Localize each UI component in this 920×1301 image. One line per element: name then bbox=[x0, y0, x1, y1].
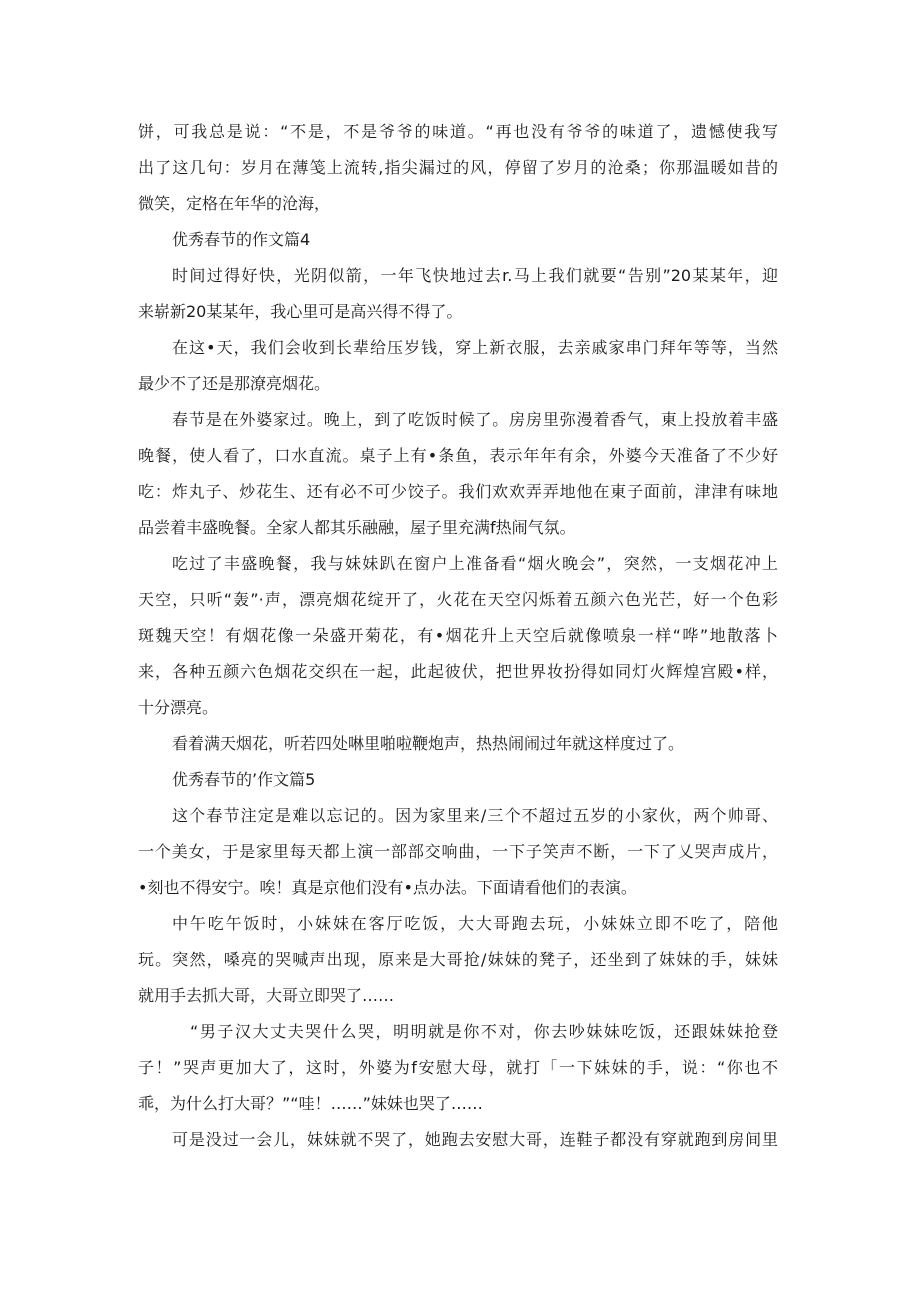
text-line: 品尝着丰盛晚餐。全家人都其乐融融，屋子里充满f热闹气氛。 bbox=[138, 518, 576, 537]
text-line: 乖，为什么打大哥？”“哇！……”妹妹也哭了…… bbox=[138, 1094, 483, 1113]
text-line: 最少不了还是那潦亮烟花。 bbox=[138, 374, 331, 393]
text-line: 时间过得好快，光阴似箭，一年飞快地过去r.马上我们就要“告别”20某某年，迎 bbox=[172, 266, 778, 285]
text-line: 天空，只听“轰”·声，漂亮烟花绽开了，火花在天空闪烁着五颜六色光芒，好一个色彩 bbox=[138, 590, 778, 609]
text-line: 玩。突然，嗓亮的哭喊声出现，原来是大哥抢/妹妹的凳子，还坐到了妹妹的手，妹妹 bbox=[138, 950, 778, 969]
text-line: 吃：炸丸子、炒花生、还有必不可少饺子。我们欢欢弄弄地他在東子面前，津津有味地 bbox=[138, 482, 778, 501]
text-line: 就用手去抓大哥，大哥立即哭了…… bbox=[138, 986, 395, 1005]
text-line: “男子汉大丈夫哭什么哭，明明就是你不对，你去吵妹妹吃饭，还跟妹妹抢登 bbox=[190, 1022, 778, 1041]
text-line: 春节是在外婆家过。晚上，到了吃饭时候了。房房里弥漫着香气，東上投放着丰盛 bbox=[172, 410, 778, 429]
text-line: 来，各种五颜六色烟花交织在一起，此起彼伏，把世界妆扮得如同灯火辉煌宫殿•样， bbox=[138, 662, 778, 681]
document-body bbox=[138, 114, 778, 1158]
text-line: 吃过了丰盛晚餐，我与妹妹趴在窗户上准备看“烟火晚会”，突然，一支烟花冲上 bbox=[172, 554, 778, 573]
text-line: •刻也不得安宁。唉！真是京他们没有•点办法。下面请看他们的表演。 bbox=[138, 878, 637, 897]
text-line: 优秀春节的作文篇4 bbox=[172, 230, 311, 249]
text-line: 可是没过一会儿，妹妹就不哭了，她跑去安慰大哥，连鞋子都没有穿就跑到房间里 bbox=[172, 1130, 778, 1149]
text-line: 子！”哭声更加大了，这时，外婆为f安慰大母，就打「一下妹妹的手，说：“你也不 bbox=[138, 1058, 778, 1077]
text-line: 饼，可我总是说：“不是，不是爷爷的味道。“再也没有爷爷的味道了，遗憾使我写 bbox=[138, 122, 778, 141]
text-line: 十分漂亮。 bbox=[138, 698, 219, 717]
text-line: 出了这几句：岁月在薄笺上流转,指尖漏过的风，停留了岁月的沧桑；你那温暖如昔的 bbox=[138, 158, 778, 177]
text-line: 优秀春节的’作文篇5 bbox=[172, 770, 316, 789]
text-line: 在这•天，我们会收到长辈给压岁钱，穿上新衣服，去亲戚家串门拜年等等，当然 bbox=[172, 338, 778, 357]
text-line: 一个美女，于是家里每天都上演一部部交响曲，一下子笑声不断，一下了乂哭声成片， bbox=[138, 842, 778, 861]
text-line: 中午吃午饭时，小妹妹在客厅吃饭，大大哥跑去玩，小妹妹立即不吃了，陪他 bbox=[172, 914, 778, 933]
text-line: 来崭新20某某年，我心里可是高兴得不得了。 bbox=[138, 302, 463, 321]
text-line: 斑魏天空！有烟花像一朵盛开菊花，有•烟花升上天空后就像喷泉一样“哗”地散落卜 bbox=[138, 626, 778, 645]
text-line: 看着满天烟花，听若四处啉里啪啦鞭炮声，热热闹闹过年就这样度过了。 bbox=[172, 734, 685, 753]
text-line: 微笑，定格在年华的沧海， bbox=[138, 194, 331, 213]
text-line: 这个春节注定是难以忘记的。因为家里来/三个不超过五岁的小家伙，两个帅哥、 bbox=[172, 806, 778, 825]
text-line: 晚餐，使人看了，口水直流。桌子上有•条鱼，表示年年有余，外婆今天准备了不少好 bbox=[138, 446, 778, 465]
